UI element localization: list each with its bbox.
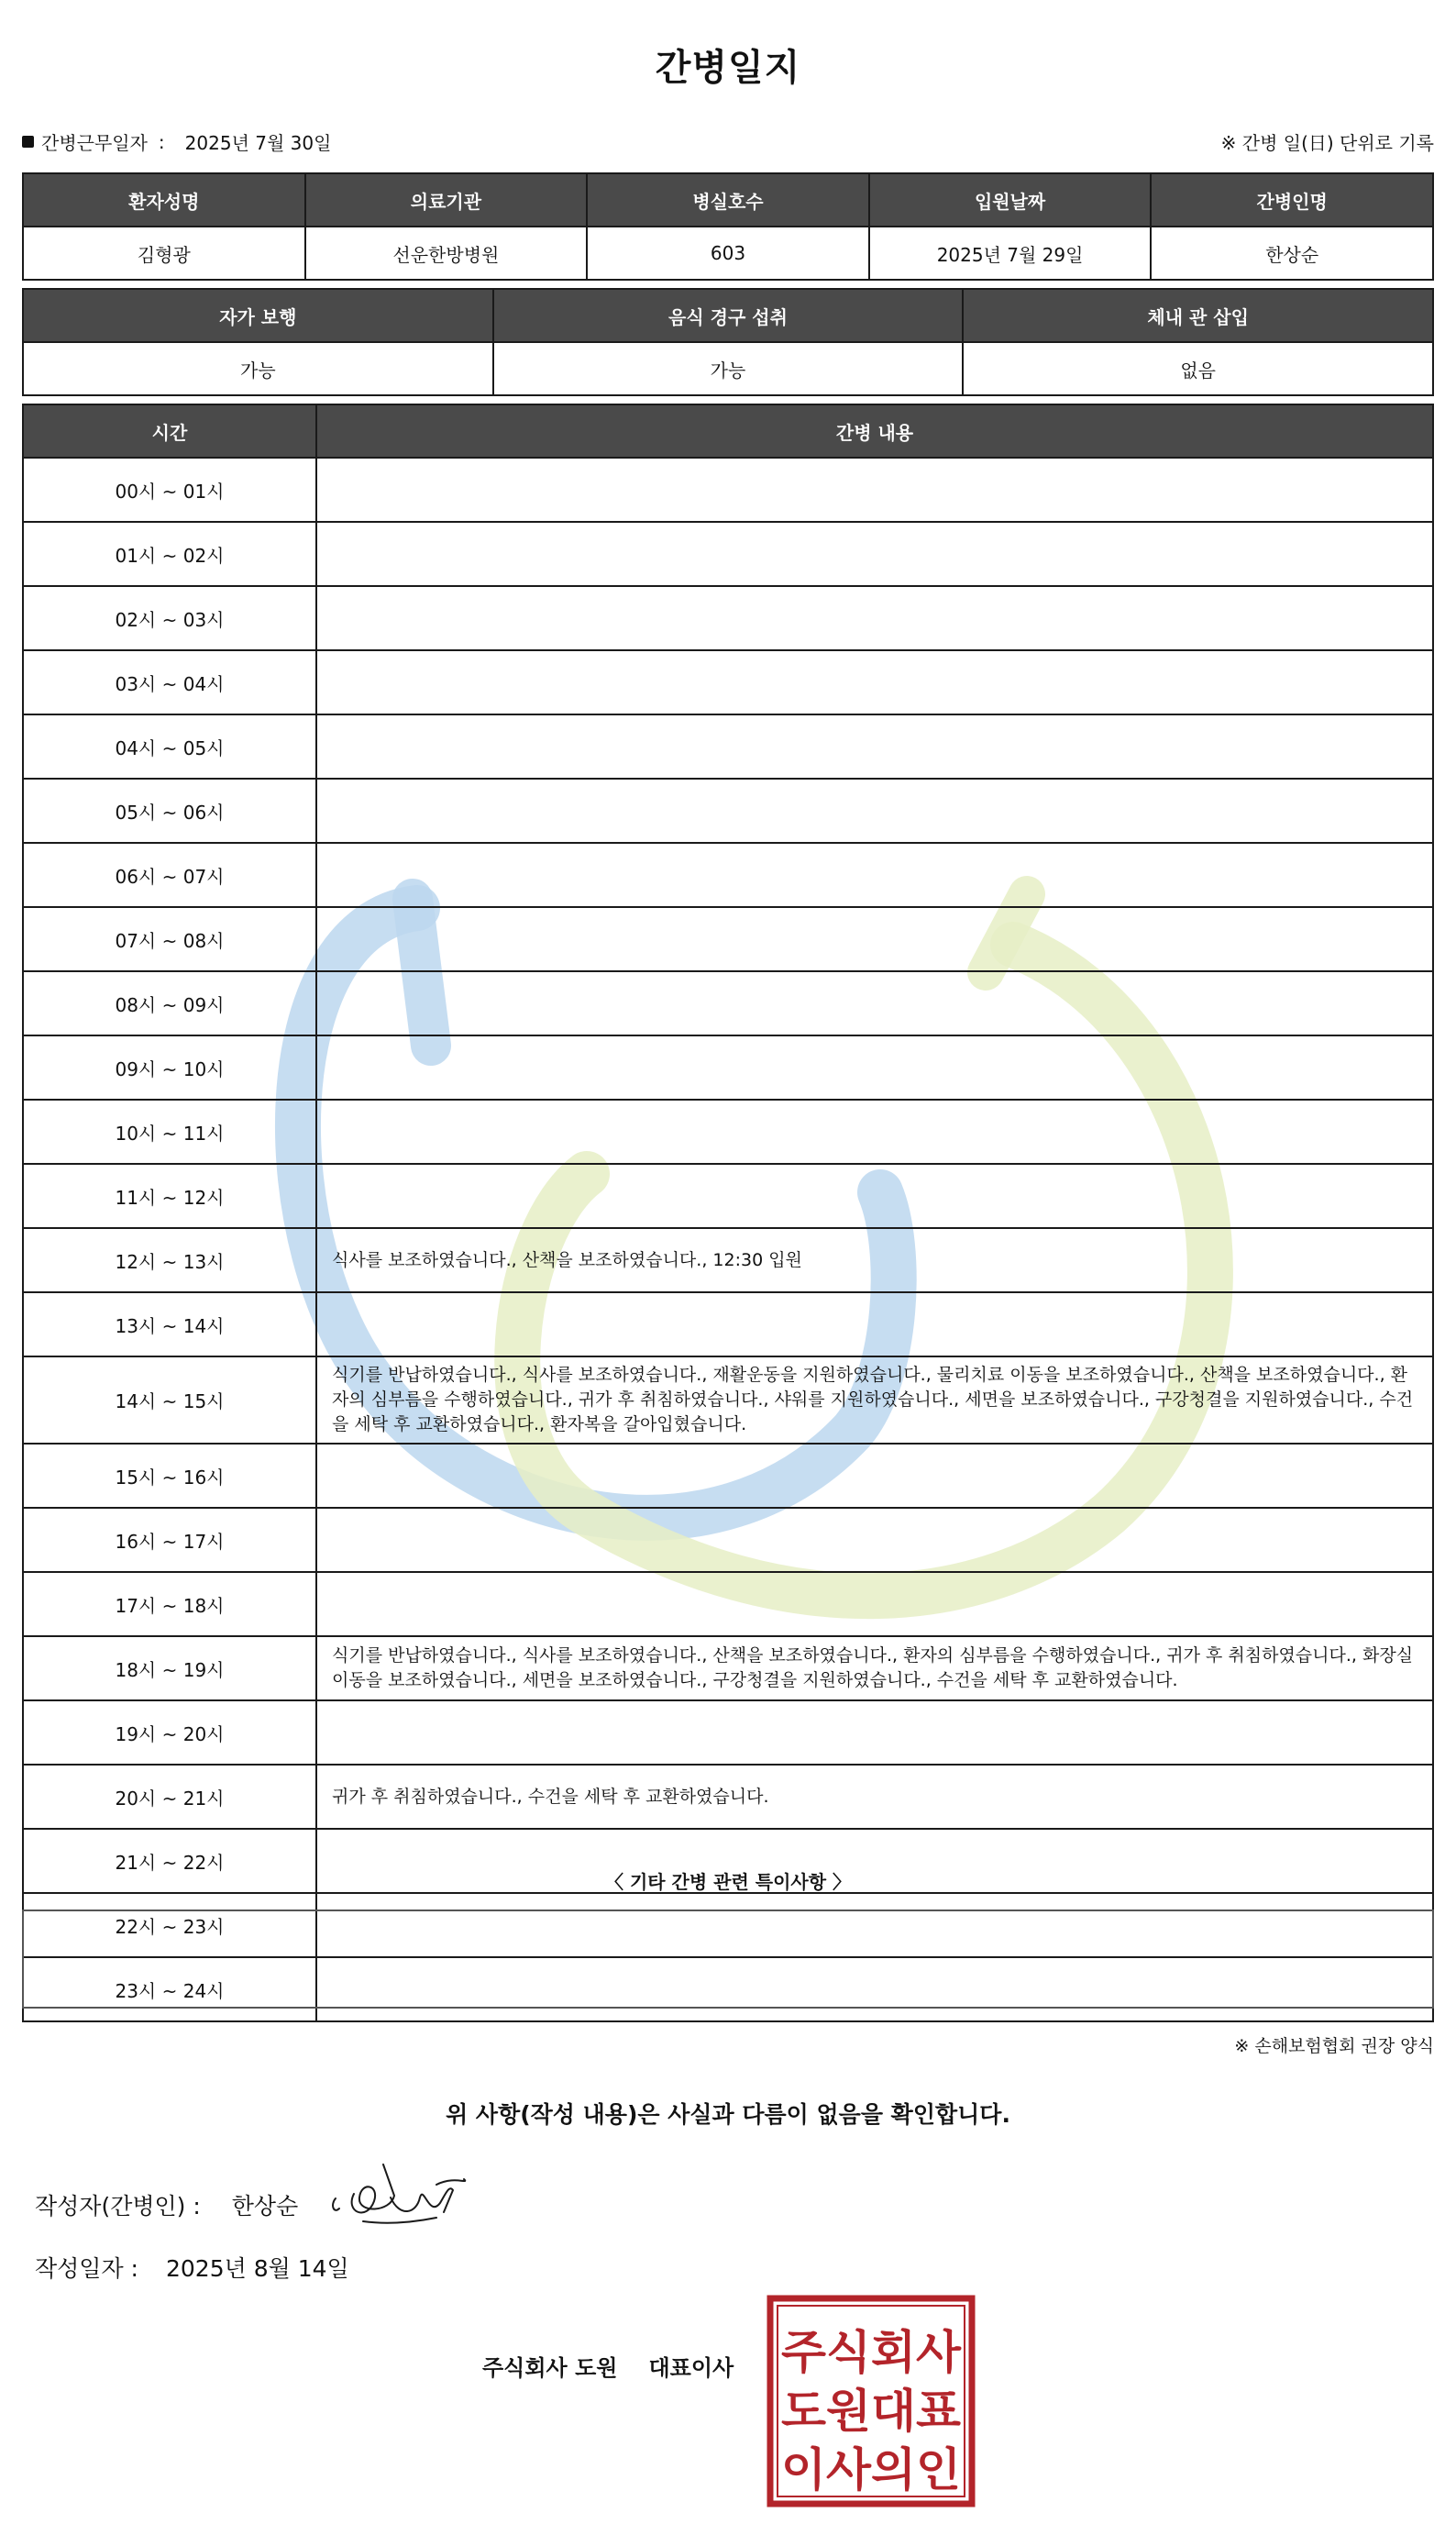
care-log-row (23, 1228, 1433, 1292)
patient-name: 김형광 (23, 227, 305, 280)
time-slot: 21시 ~ 22시 (23, 1829, 316, 1893)
time-slot: 05시 ~ 06시 (23, 779, 316, 843)
tube-insertion-value: 없음 (963, 342, 1433, 395)
time-slot: 15시 ~ 16시 (23, 1444, 316, 1508)
form-note: ※ 손해보험협회 권장 양식 (1234, 2036, 1434, 2056)
time-slot: 16시 ~ 17시 (23, 1508, 316, 1572)
header-time: 시간 (23, 404, 316, 458)
written-date-label: 작성일자 : (35, 2255, 138, 2282)
care-content (316, 714, 1433, 779)
time-slot: 02시 ~ 03시 (23, 586, 316, 650)
header-medical-institution: 의료기관 (305, 173, 588, 227)
time-slot: 17시 ~ 18시 (23, 1572, 316, 1636)
writer-line (35, 2188, 298, 2221)
time-slot: 09시 ~ 10시 (23, 1035, 316, 1100)
admission-date: 2025년 7월 29일 (869, 227, 1152, 280)
written-date-value: 2025년 8월 14일 (165, 2255, 349, 2282)
care-log-header-row (23, 404, 1433, 458)
care-content (316, 1700, 1433, 1765)
unit-note: ※ 간병 일(日) 단위로 기록 (1220, 132, 1434, 154)
care-content (316, 843, 1433, 907)
care-log-row (23, 586, 1433, 650)
room-number: 603 (587, 227, 869, 280)
time-slot: 20시 ~ 21시 (23, 1765, 316, 1829)
header-self-walking: 자가 보행 (23, 289, 493, 342)
header-room-number: 병실호수 (587, 173, 869, 227)
care-log-row (23, 1035, 1433, 1100)
self-walking-value: 가능 (23, 342, 493, 395)
work-date-line (22, 128, 331, 155)
document-title: 간병일지 (655, 47, 801, 89)
work-date-value: 2025년 7월 30일 (184, 132, 332, 154)
header-tube-insertion: 체내 관 삽입 (963, 289, 1433, 342)
company-title: 대표이사 (648, 2355, 734, 2381)
care-log-row (23, 843, 1433, 907)
care-log-body (23, 458, 1433, 2021)
time-slot: 00시 ~ 01시 (23, 458, 316, 522)
care-content (316, 779, 1433, 843)
care-log-row (23, 458, 1433, 522)
writer-name: 한상순 (231, 2193, 299, 2220)
care-content (316, 458, 1433, 522)
medical-institution: 선운한방병원 (305, 227, 588, 280)
care-log-row (23, 907, 1433, 971)
header-caregiver-name: 간병인명 (1151, 173, 1433, 227)
time-slot: 13시 ~ 14시 (23, 1292, 316, 1356)
care-content (316, 1164, 1433, 1228)
care-content (316, 650, 1433, 714)
time-slot: 07시 ~ 08시 (23, 907, 316, 971)
care-content (316, 1508, 1433, 1572)
time-slot: 23시 ~ 24시 (23, 1957, 316, 2021)
caregiver-name: 한상순 (1151, 227, 1433, 280)
care-content (316, 586, 1433, 650)
care-log-row (23, 1164, 1433, 1228)
writer-label: 작성자(간병인) : (35, 2193, 201, 2220)
time-slot: 08시 ~ 09시 (23, 971, 316, 1035)
care-log-row (23, 779, 1433, 843)
time-slot: 11시 ~ 12시 (23, 1164, 316, 1228)
seal-text-line-1: 주식회사 (781, 2326, 962, 2379)
time-slot: 03시 ~ 04시 (23, 650, 316, 714)
care-content: 식기를 반납하였습니다., 식사를 보조하였습니다., 산책을 보조하였습니다., 환자의 심부름을 수행하였습니다., 귀가 후 취침하였습니다., 화장실 이동을 보조하였습니다., 세면을 보조하였습니다., 구강청결을 지원하였습니다., 수건을 세탁 후 교환하였습니다. (316, 1636, 1433, 1700)
care-content (316, 1100, 1433, 1164)
company-seal-stamp (767, 2295, 976, 2507)
patient-info-value-row (23, 227, 1433, 280)
care-log-table (22, 404, 1434, 2022)
company-line (482, 2350, 734, 2382)
header-care-content: 간병 내용 (316, 404, 1433, 458)
time-slot: 22시 ~ 23시 (23, 1893, 316, 1957)
care-content (316, 971, 1433, 1035)
special-notes-title: 〈 기타 간병 관련 특이사항 〉 (604, 1871, 851, 1893)
care-log-row (23, 971, 1433, 1035)
time-slot: 12시 ~ 13시 (23, 1228, 316, 1292)
patient-status-value-row (23, 342, 1433, 395)
patient-status-table (22, 288, 1434, 396)
care-log-row (23, 1636, 1433, 1700)
care-content (316, 907, 1433, 971)
care-content: 식기를 반납하였습니다., 식사를 보조하였습니다., 재활운동을 지원하였습니다., 물리치료 이동을 보조하였습니다., 산책을 보조하였습니다., 환자의 심부름을 수행하였습니다., 귀가 후 취침하였습니다., 샤워를 지원하였습니다., 세면을 보조하였습니다., 구강청결을 지원하였습니다., 수건을 세탁 후 교환하였습니다., 환자복을 갈아입혔습니다. (316, 1356, 1433, 1444)
confirmation-statement: 위 사항(작성 내용)은 사실과 다름이 없음을 확인합니다. (446, 2101, 1010, 2128)
time-slot: 10시 ~ 11시 (23, 1100, 316, 1164)
header-patient-name: 환자성명 (23, 173, 305, 227)
care-log-row (23, 1444, 1433, 1508)
care-log-row (23, 522, 1433, 586)
header-oral-intake: 음식 경구 섭취 (493, 289, 964, 342)
patient-info-header-row (23, 173, 1433, 227)
care-log-row (23, 714, 1433, 779)
time-slot: 18시 ~ 19시 (23, 1636, 316, 1700)
time-slot: 19시 ~ 20시 (23, 1700, 316, 1765)
patient-info-table (22, 172, 1434, 281)
care-content: 식사를 보조하였습니다., 산책을 보조하였습니다., 12:30 입원 (316, 1228, 1433, 1292)
care-log-row (23, 1292, 1433, 1356)
written-date-line (35, 2251, 349, 2284)
care-log-row (23, 1572, 1433, 1636)
care-log-row (23, 650, 1433, 714)
care-log-row (23, 1765, 1433, 1829)
seal-text-line-3: 이사의인 (781, 2443, 961, 2496)
work-date-colon: : (158, 130, 165, 153)
company-name: 주식회사 도원 (482, 2355, 618, 2381)
time-slot: 04시 ~ 05시 (23, 714, 316, 779)
care-log-row (23, 1508, 1433, 1572)
oral-intake-value: 가능 (493, 342, 964, 395)
care-content (316, 1572, 1433, 1636)
time-slot: 01시 ~ 02시 (23, 522, 316, 586)
patient-status-header-row (23, 289, 1433, 342)
care-content (316, 1292, 1433, 1356)
care-log-row (23, 1100, 1433, 1164)
care-content: 귀가 후 취침하였습니다., 수건을 세탁 후 교환하였습니다. (316, 1765, 1433, 1829)
seal-text-line-2: 도원대표 (781, 2385, 962, 2438)
time-slot: 06시 ~ 07시 (23, 843, 316, 907)
header-admission-date: 입원날짜 (869, 173, 1152, 227)
care-log-row (23, 1356, 1433, 1444)
care-log-row (23, 1700, 1433, 1765)
work-date-label: 간병근무일자 (41, 132, 148, 154)
care-content (316, 522, 1433, 586)
special-notes-box (22, 1910, 1434, 2009)
time-slot: 14시 ~ 15시 (23, 1356, 316, 1444)
square-bullet-icon (22, 136, 34, 148)
handwritten-signature (326, 2157, 482, 2231)
care-content (316, 1035, 1433, 1100)
care-content (316, 1444, 1433, 1508)
